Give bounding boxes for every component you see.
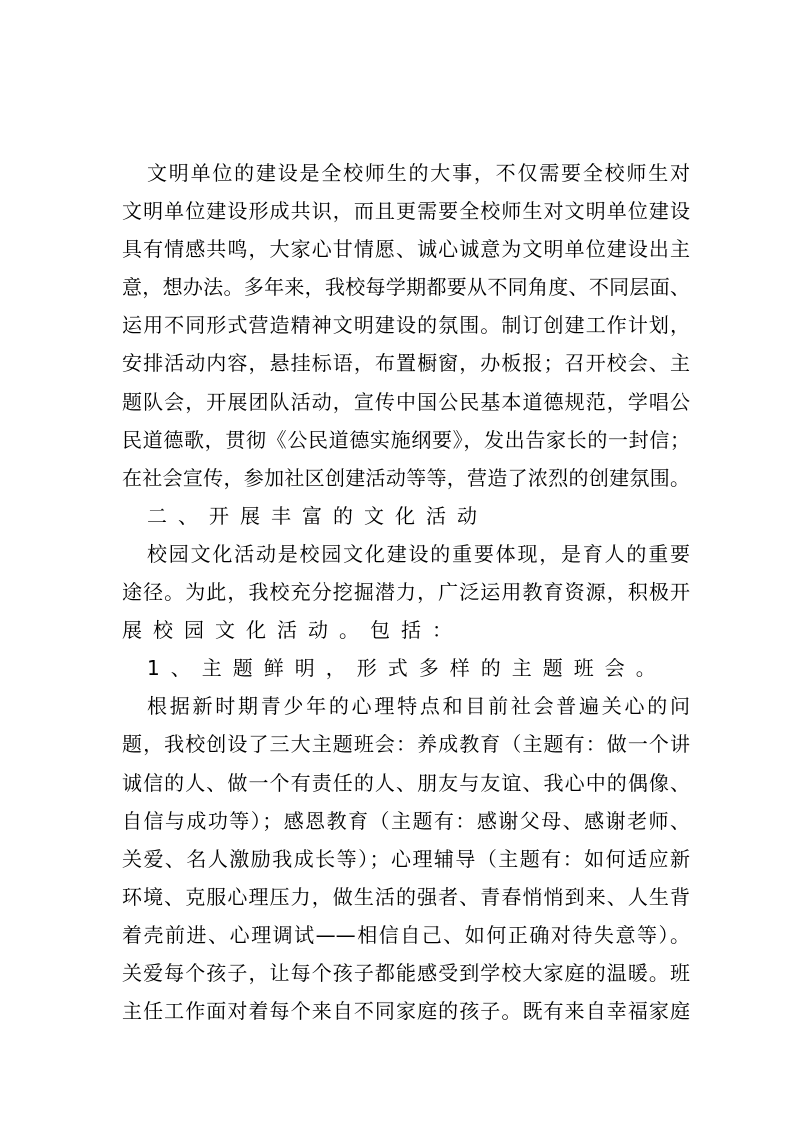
text-line: 民道德歌，贯彻《公民道德实施纲要》，发出告家长的一封信； <box>122 427 690 452</box>
text-line: 题队会，开展团队活动，宣传中国公民基本道德规范，学唱公 <box>122 389 690 414</box>
paragraph-theme-meetings <box>122 687 690 1030</box>
document-page <box>122 154 690 1030</box>
text-line: 安排活动内容，悬挂标语，布置橱窗，办板报；召开校会、主 <box>122 351 690 376</box>
text-line: 根据新时期青少年的心理特点和目前社会普遍关心的问 <box>147 694 690 719</box>
text-line: 环境、克服心理压力，做生活的强者、青春悄悄到来、人生背 <box>122 884 690 909</box>
text-line: 意，想办法。多年来，我校每学期都要从不同角度、不同层面、 <box>122 275 690 300</box>
text-line: 自信与成功等）；感恩教育（主题有：感谢父母、感谢老师、 <box>122 808 690 833</box>
text-line: 文明单位建设形成共识，而且更需要全校师生对文明单位建设 <box>122 199 690 224</box>
text-line: 途径。为此，我校充分挖掘潜力，广泛运用教育资源，积极开 <box>122 580 690 605</box>
text-line: 着壳前进、心理调试——相信自己、如何正确对待失意等）。 <box>122 922 690 947</box>
text-line: 校园文化活动是校园文化建设的重要体现，是育人的重要 <box>147 541 690 566</box>
text-line: 主任工作面对着每个来自不同家庭的孩子。既有来自幸福家庭 <box>122 999 690 1024</box>
text-line: 文明单位的建设是全校师生的大事，不仅需要全校师生对 <box>147 161 690 185</box>
text-line: 展校园文化活动。包括： <box>122 618 463 643</box>
paragraph-cultural-activities <box>122 535 690 649</box>
section-heading: 二、开展丰富的文化活动 <box>147 503 488 528</box>
text-line: 运用不同形式营造精神文明建设的氛围。制订创建工作计划， <box>122 313 690 338</box>
subsection-heading: 1、主题鲜明，形式多样的主题班会。 <box>147 656 667 681</box>
text-line: 关爱每个孩子，让每个孩子都能感受到学校大家庭的温暖。班 <box>122 960 690 985</box>
text-line: 诚信的人、做一个有责任的人、朋友与友谊、我心中的偶像、 <box>122 770 690 795</box>
paragraph-civilization-unit <box>122 154 690 497</box>
text-line: 题，我校创设了三大主题班会：养成教育（主题有：做一个讲 <box>122 732 690 757</box>
text-line: 关爱、名人激励我成长等）；心理辅导（主题有：如何适应新 <box>122 846 690 871</box>
text-line: 在社会宣传，参加社区创建活动等等，营造了浓烈的创建氛围。 <box>122 465 690 490</box>
text-line: 具有情感共鸣，大家心甘情愿、诚心诚意为文明单位建设出主 <box>122 237 690 262</box>
